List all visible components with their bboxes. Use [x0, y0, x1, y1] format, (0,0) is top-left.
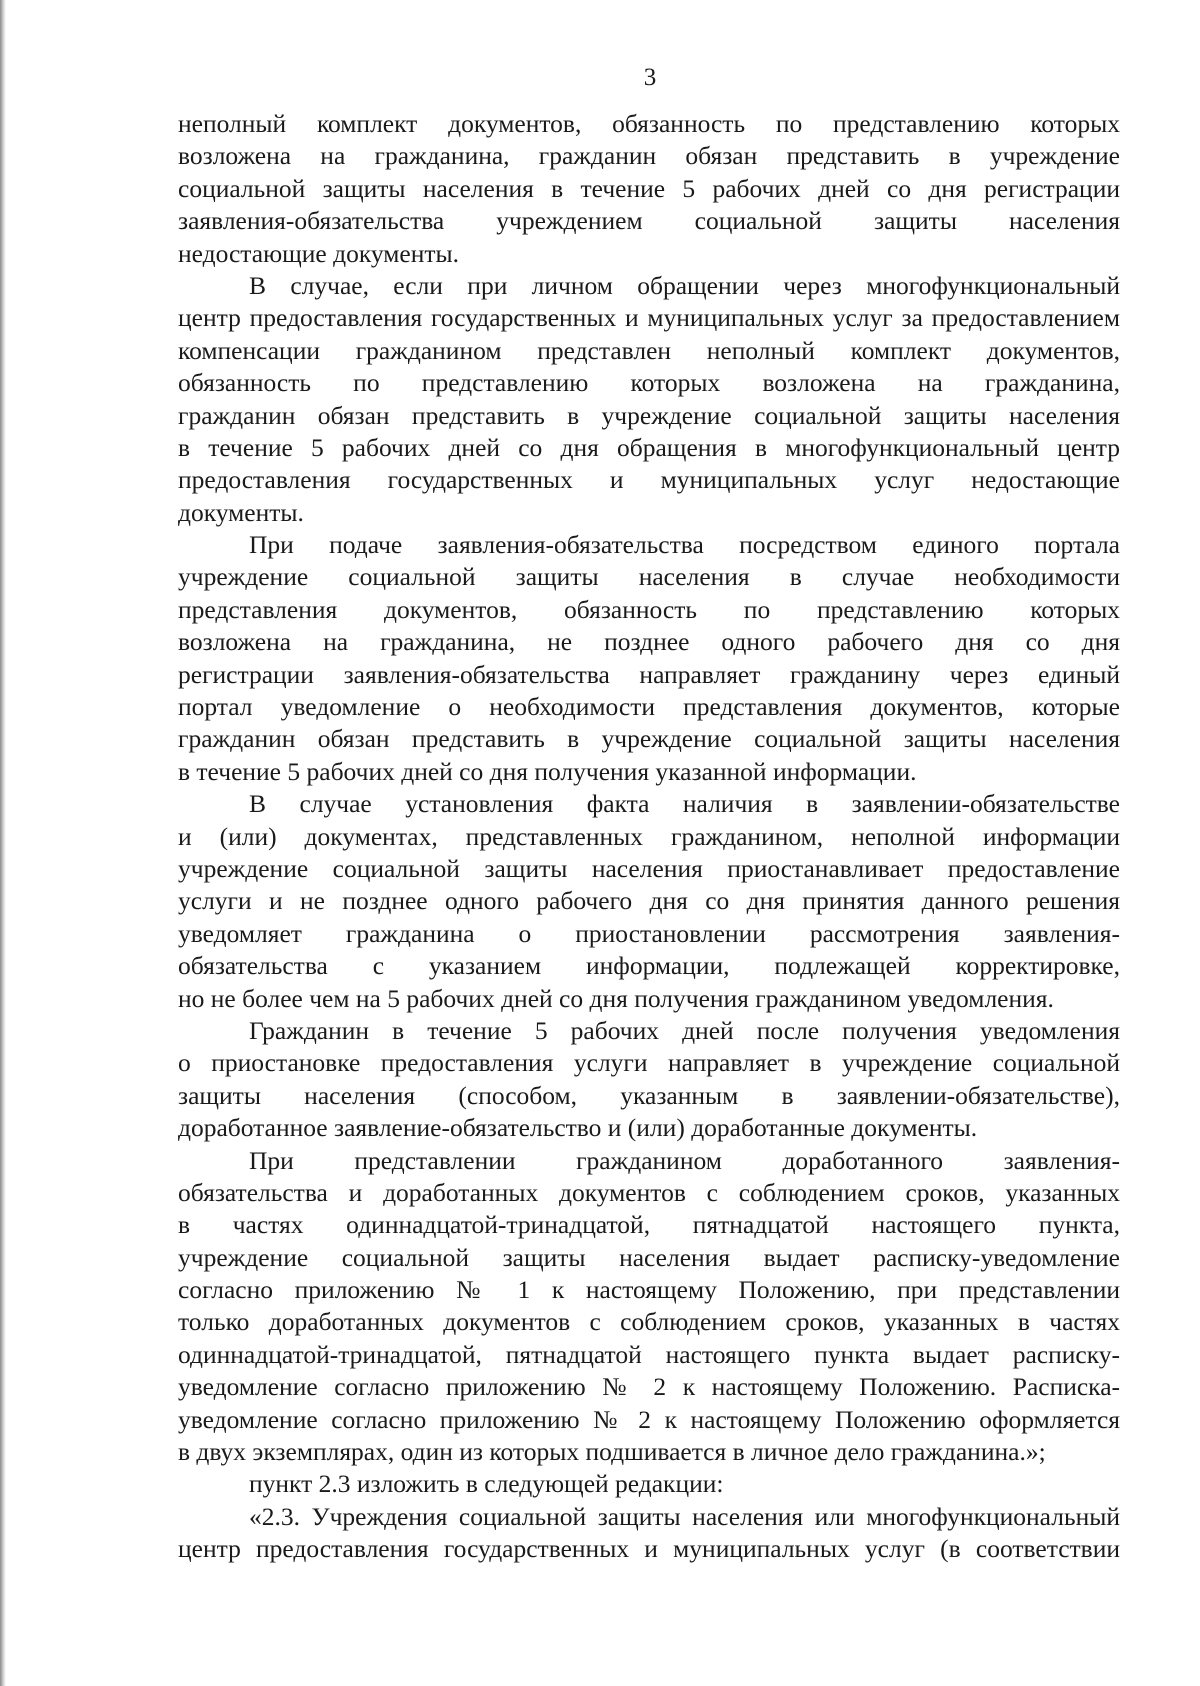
paragraph [178, 788, 1120, 1015]
text-line: в двух экземплярах, один из которых подшивается в личное дело гражданина.»; [178, 1437, 1046, 1467]
text-line: уведомляет гражданина о приостановлении рассмотрения заявления- [178, 918, 1120, 948]
text-line: обязанность по представлению которых возложена на гражданина, [178, 368, 1120, 398]
paragraph [178, 108, 1120, 270]
text-line: учреждение социальной защиты населения приостанавливает предоставление [178, 853, 1120, 883]
text-line: социальной защиты населения в течение 5 рабочих дней со дня регистрации [178, 173, 1120, 203]
paragraph [178, 1501, 1120, 1566]
text-line: заявления-обязательства учреждением социальной защиты населения [178, 206, 1120, 236]
paragraph [178, 1145, 1120, 1469]
text-line: неполный комплект документов, обязанность по представлению которых [178, 109, 1120, 138]
text-line: учреждение социальной защиты населения в случае необходимости [178, 562, 1120, 592]
scan-edge-shadow [0, 0, 6, 1686]
text-line: обязательства с указанием информации, подлежащей корректировке, [178, 951, 1120, 981]
text-line: центр предоставления государственных и муниципальных услуг за предоставлением [178, 303, 1120, 333]
text-line: гражданин обязан представить в учреждение социальной защиты населения [178, 400, 1120, 430]
text-line: В случае, если при личном обращении через многофункциональный [249, 270, 1120, 300]
text-line: защиты населения (способом, указанным в заявлении-обязательстве), [178, 1080, 1120, 1110]
text-line: «2.3. Учреждения социальной защиты населения или многофункциональный [249, 1501, 1120, 1531]
paragraph [178, 270, 1120, 529]
text-line: возложена на гражданина, не позднее одного рабочего дня со дня [178, 627, 1120, 657]
text-line: учреждение социальной защиты населения выдает расписку-уведомление [178, 1242, 1120, 1272]
text-line: При представлении гражданином доработанного заявления- [249, 1145, 1120, 1175]
text-line: но не более чем на 5 рабочих дней со дня получения гражданином уведомления. [178, 983, 1054, 1013]
text-line: в течение 5 рабочих дней со дня получения указанной информации. [178, 756, 917, 786]
text-line: документы. [178, 497, 304, 527]
text-line: При подаче заявления-обязательства посредством единого портала [249, 530, 1120, 560]
text-line: компенсации гражданином представлен неполный комплект документов, [178, 335, 1120, 365]
text-line: уведомление согласно приложению № 2 к настоящему Положению оформляется [178, 1404, 1120, 1434]
text-line: и (или) документах, представленных гражданином, неполной информации [178, 821, 1120, 851]
text-line: одиннадцатой-тринадцатой, пятнадцатой настоящего пункта выдает расписку- [178, 1339, 1120, 1369]
text-line: доработанное заявление-обязательство и (или) доработанные документы. [178, 1113, 978, 1143]
paragraph [178, 1015, 1120, 1145]
document-body [178, 108, 1120, 1566]
text-line: центр предоставления государственных и муниципальных услуг (в соответствии [178, 1534, 1120, 1564]
text-line: возложена на гражданина, гражданин обязан представить в учреждение [178, 141, 1120, 171]
text-line: согласно приложению № 1 к настоящему Положению, при представлении [178, 1275, 1120, 1305]
text-line: о приостановке предоставления услуги направляет в учреждение социальной [178, 1048, 1120, 1078]
paragraph [178, 529, 1120, 788]
text-line: В случае установления факта наличия в заявлении-обязательстве [249, 789, 1120, 819]
text-line: гражданин обязан представить в учреждение социальной защиты населения [178, 724, 1120, 754]
text-line: Гражданин в течение 5 рабочих дней после получения уведомления [249, 1015, 1120, 1045]
text-line: уведомление согласно приложению № 2 к настоящему Положению. Расписка- [178, 1372, 1120, 1402]
text-line: пункт 2.3 изложить в следующей редакции: [249, 1469, 724, 1499]
text-line: регистрации заявления-обязательства направляет гражданину через единый [178, 659, 1120, 689]
text-line: в течение 5 рабочих дней со дня обращения в многофункциональный центр [178, 432, 1120, 462]
text-line: только доработанных документов с соблюдением сроков, указанных в частях [178, 1307, 1120, 1337]
text-line: предоставления государственных и муниципальных услуг недостающие [178, 465, 1120, 495]
paragraph [178, 1468, 1120, 1500]
text-line: представления документов, обязанность по представлению которых [178, 594, 1120, 624]
text-line: недостающие документы. [178, 238, 460, 268]
text-line: портал уведомление о необходимости представления документов, которые [178, 692, 1120, 722]
text-line: услуги и не позднее одного рабочего дня со дня принятия данного решения [178, 886, 1120, 916]
text-line: в частях одиннадцатой-тринадцатой, пятнадцатой настоящего пункта, [178, 1210, 1120, 1240]
text-line: обязательства и доработанных документов с соблюдением сроков, указанных [178, 1177, 1120, 1207]
page-number: 3 [643, 64, 657, 91]
